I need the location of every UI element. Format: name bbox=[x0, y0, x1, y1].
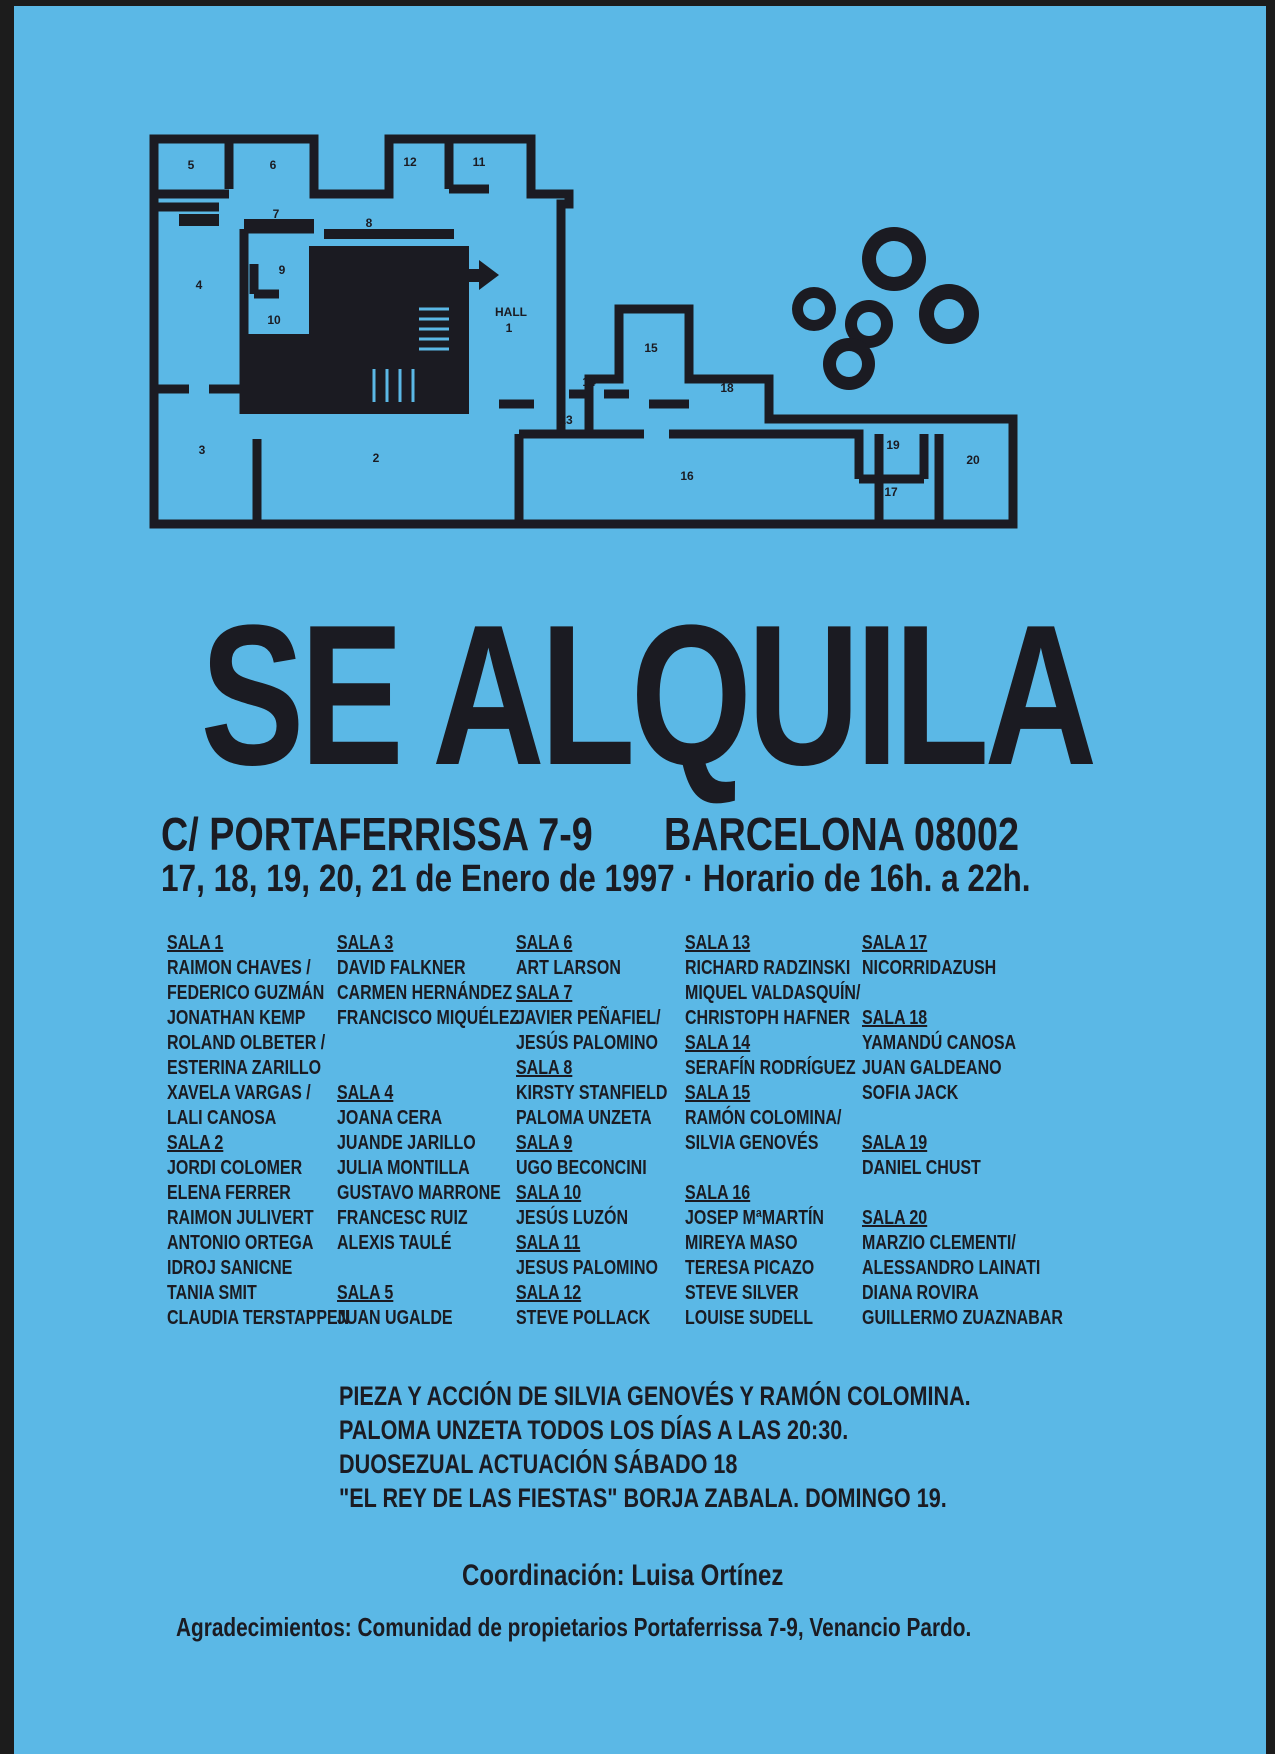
room-label: HALL bbox=[495, 305, 527, 319]
artist-name: MARZIO CLEMENTI/ bbox=[862, 1232, 1016, 1254]
sala-heading: SALA 17 bbox=[862, 932, 928, 954]
artist-name: ESTERINA ZARILLO bbox=[167, 1057, 322, 1079]
artist-name: ART LARSON bbox=[516, 957, 621, 979]
room-label: 18 bbox=[720, 381, 734, 395]
room-label: 20 bbox=[966, 453, 980, 467]
sala-heading: SALA 12 bbox=[516, 1282, 582, 1304]
artist-name: MIQUEL VALDASQUÍN/ bbox=[685, 982, 861, 1004]
artist-name: JONATHAN KEMP bbox=[167, 1007, 306, 1029]
artist-name: RAMÓN COLOMINA/ bbox=[685, 1107, 842, 1129]
note-line: PALOMA UNZETA TODOS LOS DÍAS A LAS 20:30. bbox=[339, 1415, 849, 1445]
artist-name: XAVELA VARGAS / bbox=[167, 1082, 311, 1104]
sala-heading: SALA 18 bbox=[862, 1007, 928, 1029]
room-label: 12 bbox=[403, 155, 417, 169]
artist-name: JESÚS PALOMINO bbox=[516, 1032, 658, 1054]
artist-name: UGO BECONCINI bbox=[516, 1157, 647, 1179]
artist-name: JULIA MONTILLA bbox=[337, 1157, 470, 1179]
artist-name: SERAFÍN RODRÍGUEZ bbox=[685, 1057, 856, 1079]
floor-plan bbox=[149, 134, 1139, 589]
room-label: 10 bbox=[267, 313, 281, 327]
room-label: 9 bbox=[278, 263, 286, 277]
artist-name: CHRISTOPH HAFNER bbox=[685, 1007, 851, 1029]
artist-name: LOUISE SUDELL bbox=[685, 1307, 814, 1329]
artist-name: GUSTAVO MARRONE bbox=[337, 1182, 501, 1204]
artist-name: DIANA ROVIRA bbox=[862, 1282, 979, 1304]
artist-name: JOANA CERA bbox=[337, 1107, 443, 1129]
artist-name: TANIA SMIT bbox=[167, 1282, 257, 1304]
artists-column-3 bbox=[516, 931, 705, 1331]
room-label: 3 bbox=[198, 443, 206, 457]
room-label: 6 bbox=[269, 158, 277, 172]
sala-heading: SALA 10 bbox=[516, 1182, 582, 1204]
sala-heading: SALA 11 bbox=[516, 1232, 581, 1254]
room-label: 8 bbox=[365, 216, 373, 230]
room-label: 11 bbox=[472, 155, 486, 169]
artist-name: RAIMON JULIVERT bbox=[167, 1207, 314, 1229]
artist-name: JORDI COLOMER bbox=[167, 1157, 303, 1179]
room-label: 13 bbox=[559, 413, 573, 427]
artist-name: CARMEN HERNÁNDEZ bbox=[337, 982, 513, 1004]
artist-name: ANTONIO ORTEGA bbox=[167, 1232, 314, 1254]
room-label: 5 bbox=[187, 158, 195, 172]
spacer bbox=[862, 981, 1113, 1006]
artist-name: NICORRIDAZUSH bbox=[862, 957, 997, 979]
artist-name: LALI CANOSA bbox=[167, 1107, 277, 1129]
artist-name: DANIEL CHUST bbox=[862, 1157, 981, 1179]
sala-heading: SALA 2 bbox=[167, 1132, 224, 1154]
artist-name: JUAN UGALDE bbox=[337, 1307, 453, 1329]
coordination: Coordinación: Luisa Ortínez bbox=[462, 1559, 784, 1592]
artist-name: JUANDE JARILLO bbox=[337, 1132, 476, 1154]
event-dates: 17, 18, 19, 20, 21 de Enero de 1997 · Horario de 16h. a 22h. bbox=[161, 858, 1031, 900]
artist-name: FEDERICO GUZMÁN bbox=[167, 982, 325, 1004]
artist-name: JESUS PALOMINO bbox=[516, 1257, 658, 1279]
artist-name: JESÚS LUZÓN bbox=[516, 1207, 629, 1229]
address-city: BARCELONA 08002 bbox=[664, 808, 1019, 860]
artist-name: RAIMON CHAVES / bbox=[167, 957, 311, 979]
sala-heading: SALA 15 bbox=[685, 1082, 751, 1104]
artist-name: ALEXIS TAULÉ bbox=[337, 1232, 452, 1254]
artist-name: TERESA PICAZO bbox=[685, 1257, 815, 1279]
room-label: 15 bbox=[644, 341, 658, 355]
artist-name: JAVIER PEÑAFIEL/ bbox=[516, 1007, 661, 1029]
artist-name: PALOMA UNZETA bbox=[516, 1107, 652, 1129]
artist-name: JUAN GALDEANO bbox=[862, 1057, 1002, 1079]
spacer bbox=[862, 1181, 1113, 1206]
artist-name: ALESSANDRO LAINATI bbox=[862, 1257, 1041, 1279]
sala-heading: SALA 8 bbox=[516, 1057, 573, 1079]
poster bbox=[14, 6, 1266, 1754]
event-notes bbox=[339, 1379, 979, 1515]
artist-name: FRANCISCO MIQUÉLEZ bbox=[337, 1007, 520, 1029]
room-label: 14 bbox=[582, 375, 596, 389]
room-label: 17 bbox=[884, 485, 898, 499]
artist-name: ROLAND OLBETER / bbox=[167, 1032, 326, 1054]
room-label: 16 bbox=[680, 469, 694, 483]
acknowledgements: Agradecimientos: Comunidad de propietarios Portaferrissa 7-9, Venancio Pardo. bbox=[176, 1612, 972, 1642]
artist-name: GUILLERMO ZUAZNABAR bbox=[862, 1307, 1063, 1329]
headline: SE ALQUILA bbox=[200, 584, 1093, 807]
room-label: 4 bbox=[195, 278, 203, 292]
sala-heading: SALA 9 bbox=[516, 1132, 573, 1154]
room-label: 2 bbox=[372, 451, 380, 465]
artist-name: STEVE POLLACK bbox=[516, 1307, 651, 1329]
artists-column-5 bbox=[862, 931, 1113, 1331]
artist-name: RICHARD RADZINSKI bbox=[685, 957, 851, 979]
note-line: "EL REY DE LAS FIESTAS" BORJA ZABALA. DOMINGO 19. bbox=[339, 1483, 947, 1513]
room-label: 7 bbox=[272, 207, 280, 221]
sala-heading: SALA 14 bbox=[685, 1032, 751, 1054]
artist-name: CLAUDIA TERSTAPPEN bbox=[167, 1307, 350, 1329]
room-label: 1 bbox=[505, 321, 513, 335]
sala-heading: SALA 4 bbox=[337, 1082, 394, 1104]
sala-heading: SALA 13 bbox=[685, 932, 751, 954]
spacer bbox=[862, 1106, 1113, 1131]
address-street: C/ PORTAFERRISSA 7-9 bbox=[161, 808, 593, 860]
sala-heading: SALA 20 bbox=[862, 1207, 928, 1229]
note-line: DUOSEZUAL ACTUACIÓN SÁBADO 18 bbox=[339, 1449, 738, 1479]
sala-heading: SALA 5 bbox=[337, 1282, 394, 1304]
artist-name: JOSEP MªMARTÍN bbox=[685, 1207, 824, 1229]
artist-name: MIREYA MASO bbox=[685, 1232, 798, 1254]
sala-heading: SALA 1 bbox=[167, 932, 224, 954]
artist-name: SILVIA GENOVÉS bbox=[685, 1132, 819, 1154]
floor-plan-drawing bbox=[149, 134, 1139, 589]
room-label: 19 bbox=[886, 438, 900, 452]
note-line: PIEZA Y ACCIÓN DE SILVIA GENOVÉS Y RAMÓN COLOMINA. bbox=[339, 1381, 971, 1411]
artist-name: FRANCESC RUIZ bbox=[337, 1207, 468, 1229]
sala-heading: SALA 3 bbox=[337, 932, 394, 954]
sala-heading: SALA 16 bbox=[685, 1182, 751, 1204]
tree-cluster-icon bbox=[792, 227, 979, 390]
sala-heading: SALA 7 bbox=[516, 982, 573, 1004]
sala-heading: SALA 6 bbox=[516, 932, 573, 954]
artist-name: DAVID FALKNER bbox=[337, 957, 466, 979]
artist-name: YAMANDÚ CANOSA bbox=[862, 1032, 1017, 1054]
artist-name: IDROJ SANICNE bbox=[167, 1257, 293, 1279]
artist-name: KIRSTY STANFIELD bbox=[516, 1082, 668, 1104]
artist-name: STEVE SILVER bbox=[685, 1282, 799, 1304]
sala-heading: SALA 19 bbox=[862, 1132, 928, 1154]
artist-name: ELENA FERRER bbox=[167, 1182, 291, 1204]
artist-name: SOFIA JACK bbox=[862, 1082, 959, 1104]
